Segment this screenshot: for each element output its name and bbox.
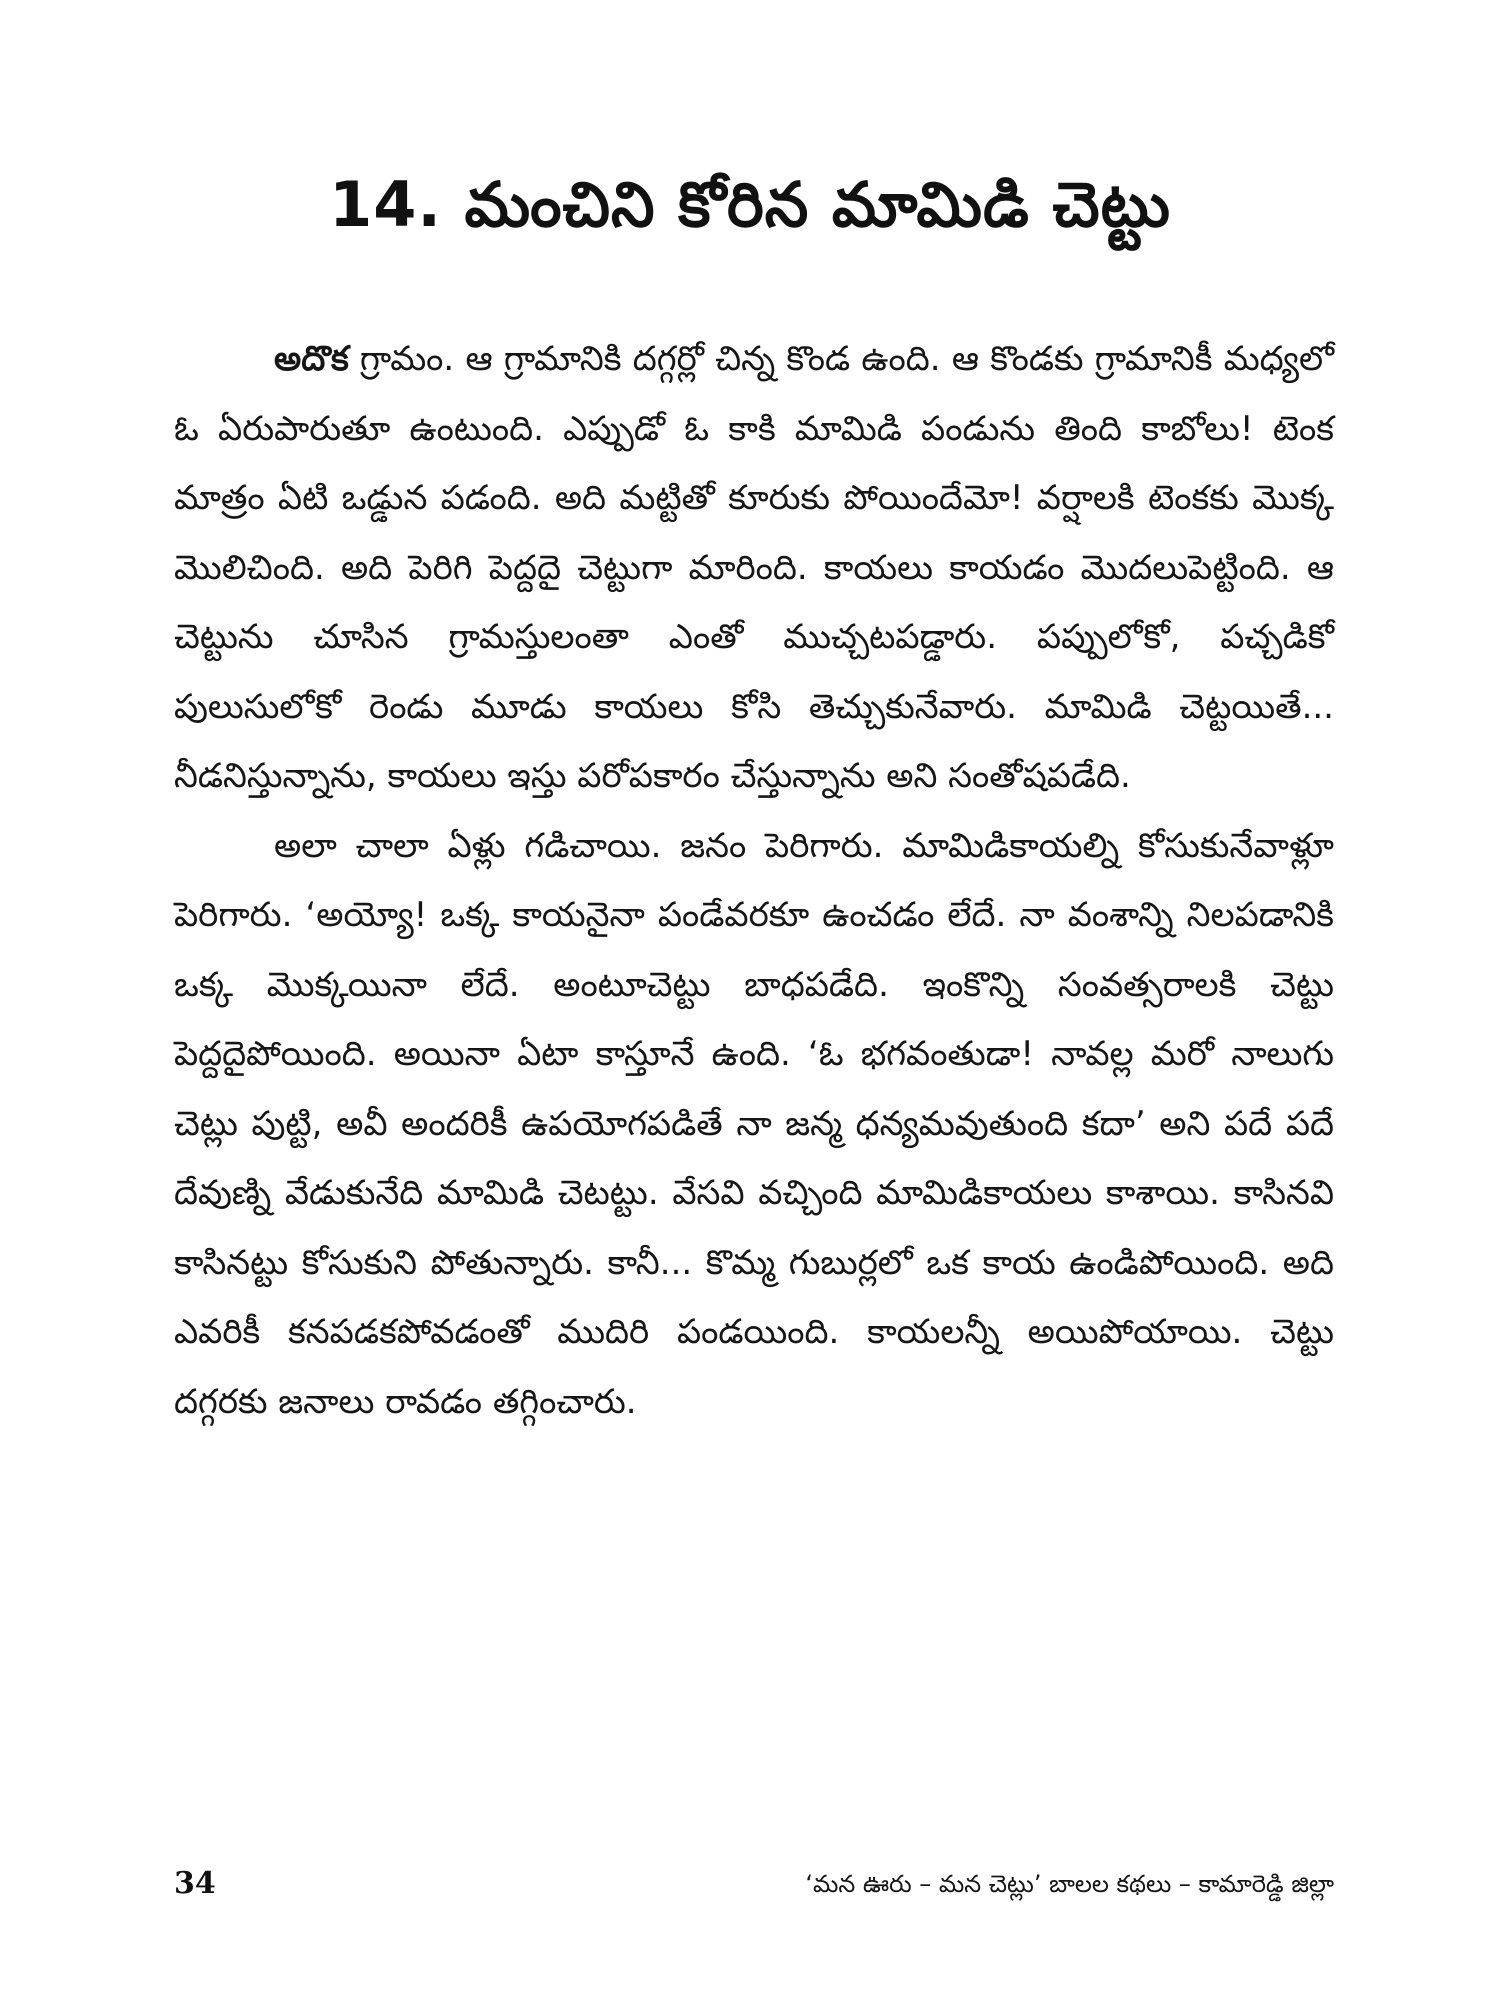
story-body: [174, 325, 1334, 1437]
paragraph-1: [174, 325, 1334, 812]
page-title: 14. మంచిని కోరిన మామిడి చెట్టు: [329, 167, 1171, 241]
drop-word: అదొక: [274, 339, 349, 379]
paragraph-2-text: అలా చాలా ఏళ్లు గడిచాయి. జనం పెరిగారు. మామిడికాయల్ని కోసుకునేవాళ్లూ పెరిగారు. ‘అయ్యో! ఒక్క కాయనైనా పండేవరకూ ఉంచడం లేదే. నా వంశాన్ని నిలపడానికి ఒక్క మొక్కయినా లేదే. అంటూచెట్టు బాధపడేది. ఇంకొన్ని సంవత్సరాలకి చెట్టు పెద్దదైపోయింది. అయినా ఏటా కాస్తూనే ఉంది. ‘ఓ భగవంతుడా! నావల్ల మరో నాలుగు చెట్లు పుట్టి, అవీ అందరికీ ఉపయోగపడితే నా జన్మ ధన్యమవుతుంది కదా’ అని పదే పదే దేవుణ్ని వేడుకునేది మామిడి చెటట్టు. వేసవి వచ్చింది మామిడికాయలు కాశాయి. కాసినవి కాసినట్టు కోసుకుని పోతున్నారు. కానీ... కొమ్మ గుబుర్లలో ఒక కాయ ఉండిపోయింది. అది ఎవరికీ కనపడకపోవడంతో ముదిరి పండయింది. కాయలన్నీ అయిపోయాయి. చెట్టు దగ్గరకు జనాలు రావడం తగ్గించారు.: [174, 825, 1334, 1422]
paragraph-1-text: గ్రామం. ఆ గ్రామానికి దగ్గర్లో చిన్న కొండ ఉంది. ఆ కొండకు గ్రామానికీ మధ్యలో ఓ ఏరుపారుతూ ఉంటుంది. ఎప్పుడో ఓ కాకి మామిడి పండును తింది కాబోలు! టెంక మాత్రం ఏటి ఒడ్డున పడంది. అది మట్టితో కూరుకు పోయిందేమో! వర్షాలకి టెంకకు మొక్క మొలిచింది. అది పెరిగి పెద్దదై చెట్టుగా మారింది. కాయలు కాయడం మొదలుపెట్టింది. ఆ చెట్టును చూసిన గ్రామస్తులంతా ఎంతో ముచ్చటపడ్డారు. పప్పులోకో, పచ్చడికో పులుసులోకో రెండు మూడు కాయలు కోసి తెచ్చుకునేవారు. మామిడి చెట్టయితే... నీడనిస్తున్నాను, కాయలు ఇస్తు పరోపకారం చేస్తున్నాను అని సంతోషపడేది.: [174, 339, 1334, 796]
footer-caption: ‘మన ఊరు – మన చెట్లు’ బాలల కథలు – కామారెడ్డి జిల్లా: [805, 1870, 1334, 1898]
page-footer: [174, 1862, 1334, 1912]
page-number: 34: [174, 1866, 216, 1901]
paragraph-2: [174, 812, 1334, 1438]
